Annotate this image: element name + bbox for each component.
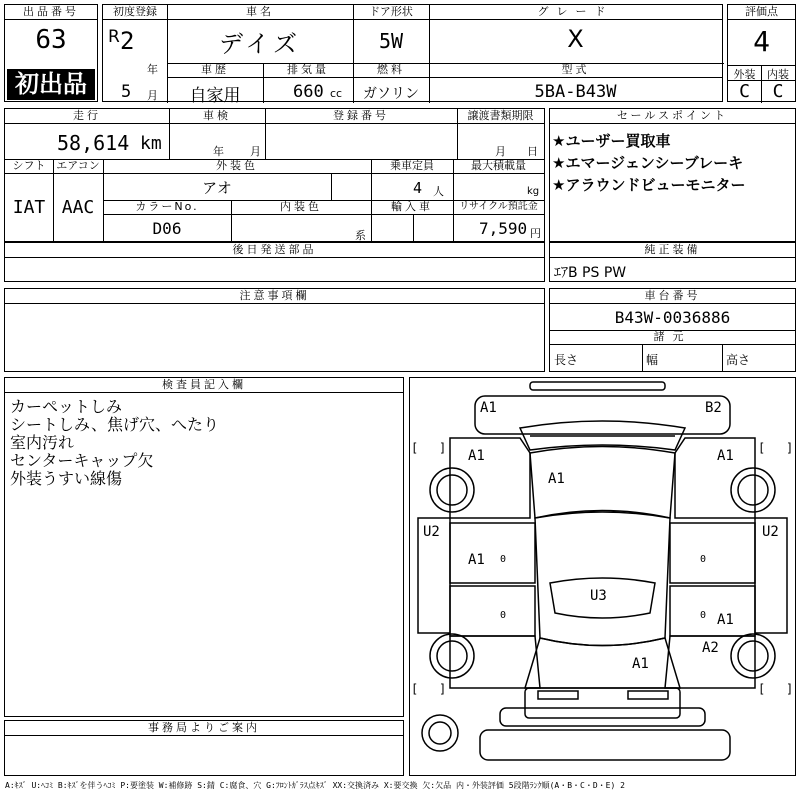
inspection-year-unit: 年 (213, 145, 224, 158)
capacity: 4 (413, 179, 423, 197)
displacement-label: 排気量 (263, 63, 353, 78)
mark-rear-door-right: A1 (717, 612, 734, 628)
bracket-close-1: ] (439, 441, 447, 455)
month-unit: 月 (147, 89, 158, 102)
year-unit: 年 (147, 63, 158, 76)
equipment-label: 純正装備 (550, 243, 795, 258)
transfer-month-unit: 月 (495, 145, 506, 158)
inspector-label: 検査員記入欄 (5, 378, 403, 393)
zero-mark-3: 0 (700, 554, 707, 565)
notes-box (4, 288, 545, 372)
bracket-open-2: [ (758, 441, 766, 455)
car-name-label: 車名 (167, 5, 353, 20)
score-box (727, 4, 796, 102)
interior-grade: C (772, 81, 784, 102)
bracket-close-3: ] (439, 682, 447, 696)
displacement-unit: cc (330, 87, 343, 100)
car-outline (410, 378, 795, 775)
inspector-box (4, 377, 404, 717)
vehicle-header-box (102, 4, 723, 106)
later-parts-label: 後日発送部品 (5, 243, 544, 258)
history: 自家用 (189, 86, 241, 106)
recycle: 7,590 (479, 219, 528, 238)
fuel: ガソリン (363, 86, 419, 102)
office-box (4, 720, 404, 776)
mark-fender-right: A1 (717, 448, 734, 464)
car-diagram (409, 377, 796, 776)
reg-year: 2 (120, 27, 135, 55)
max-load-label: 最大積載量 (453, 159, 544, 174)
sales-points-label: セールスポイント (550, 109, 795, 124)
shift: IAT (12, 197, 46, 218)
inspector-line-2: シートしみ、焦げ穴、へたり (10, 415, 219, 434)
color-no-label: カラーNo. (103, 200, 231, 215)
inspector-line-4: センターキャップ欠 (10, 451, 154, 470)
grade-label: グレード (429, 5, 722, 20)
first-listing-badge: 初出品 (7, 69, 95, 100)
color-no: D06 (152, 219, 182, 238)
inspector-line-3: 室内汚れ (10, 433, 75, 452)
details-box (4, 108, 545, 242)
grade: X (567, 25, 584, 53)
chassis-number: B43W-0036886 (614, 308, 731, 327)
score-label: 評価点 (728, 5, 795, 20)
history-label: 車歴 (167, 63, 263, 78)
import-label: 輸入車 (371, 200, 453, 215)
office-label: 事務局よりご案内 (5, 721, 403, 736)
chassis-box (549, 288, 796, 372)
inspection-label: 車検 (169, 109, 265, 124)
mileage: 58,614 (57, 131, 130, 155)
later-parts-box (4, 242, 545, 282)
transfer-label: 譲渡書類期限 (457, 109, 544, 124)
specs-label: 諸元 (550, 330, 795, 345)
door: 5W (378, 29, 404, 53)
mileage-unit: km (140, 133, 162, 154)
equipment-value: ｴｱB PS PW (554, 265, 627, 281)
length-label: 長さ (554, 353, 579, 367)
inspector-line-5: 外装うすい線傷 (10, 469, 123, 488)
recycle-label: リサイクル預託金 (453, 200, 544, 215)
transfer-day-unit: 日 (527, 145, 538, 158)
width-label: 幅 (646, 353, 659, 367)
mark-side-left: U2 (423, 524, 440, 540)
zero-mark-1: 0 (500, 554, 507, 565)
ac: AAC (61, 197, 95, 218)
model: 5BA-B43W (534, 82, 617, 102)
mark-front-right: B2 (705, 400, 722, 416)
reg-no-label: 登録番号 (265, 109, 457, 124)
notes-label: 注意事項欄 (5, 289, 544, 304)
door-label: ドア形状 (353, 5, 429, 20)
sales-point-2: ★エマージェンシーブレーキ (552, 154, 744, 172)
reg-month: 5 (121, 82, 132, 102)
exterior-grade: C (739, 81, 750, 102)
inspection-month-unit: 月 (250, 145, 261, 158)
int-color-unit: 系 (355, 229, 366, 242)
max-load-unit: kg (527, 186, 540, 197)
mark-front-left: A1 (480, 400, 497, 416)
mileage-label: 走行 (5, 109, 169, 124)
bracket-open-4: [ (758, 682, 766, 696)
ext-color-label: 外装色 (103, 159, 371, 174)
mark-door-left: A1 (468, 552, 485, 568)
chassis-label: 車台番号 (550, 289, 795, 304)
lot-number-box (4, 4, 98, 102)
exterior-label: 外装 (733, 68, 756, 81)
mark-fender-left: A1 (468, 448, 485, 464)
model-label: 型式 (429, 63, 722, 78)
era: R (108, 27, 120, 47)
inspector-line-1: カーペットしみ (10, 397, 123, 416)
mark-hood: A1 (548, 471, 565, 487)
score: 4 (753, 25, 770, 58)
displacement: 660 (293, 82, 324, 102)
zero-mark-4: 0 (700, 610, 707, 621)
lot-number-label: 出品番号 (5, 5, 97, 20)
ext-color: アオ (202, 179, 232, 197)
mark-roof: U3 (590, 588, 607, 604)
interior-label: 内装 (767, 68, 789, 81)
equipment-box (549, 242, 796, 282)
legend-footer: A:ｷｽﾞ U:ﾍｺﾐ B:ｷｽﾞを伴うﾍｺﾐ P:要塗装 W:補修跡 S:錆 C:腐食、穴 G:ﾌﾛﾝﾄｶﾞﾗｽ点ｷｽﾞ XX:交換済み X:要交換 欠:欠品 内・外装評価 5段階ﾗﾝｸ順(A・B・C・D・E) 2 (5, 781, 625, 790)
bracket-open-3: [ (411, 682, 419, 696)
first-reg-label: 初度登録 (103, 5, 167, 20)
recycle-unit: 円 (530, 227, 541, 240)
ac-label: エアコン (53, 159, 103, 174)
car-name: デイズ (218, 30, 302, 58)
capacity-unit: 人 (433, 185, 444, 198)
bracket-open-1: [ (411, 441, 419, 455)
sales-point-3: ★アラウンドビューモニター (552, 176, 746, 194)
mark-side-right: U2 (762, 524, 779, 540)
bracket-close-4: ] (786, 682, 794, 696)
capacity-label: 乗車定員 (371, 159, 453, 174)
lot-number: 63 (35, 25, 67, 55)
height-label: 高さ (726, 353, 751, 367)
shift-label: シフト (5, 159, 53, 174)
mark-quarter-right: A2 (702, 640, 719, 656)
mark-trunk: A1 (632, 656, 649, 672)
zero-mark-2: 0 (500, 610, 507, 621)
sales-points-box (549, 108, 796, 242)
bracket-close-2: ] (786, 441, 794, 455)
int-color-label: 内装色 (231, 200, 371, 215)
sales-point-1: ★ユーザー買取車 (552, 132, 671, 150)
fuel-label: 燃料 (353, 63, 429, 78)
